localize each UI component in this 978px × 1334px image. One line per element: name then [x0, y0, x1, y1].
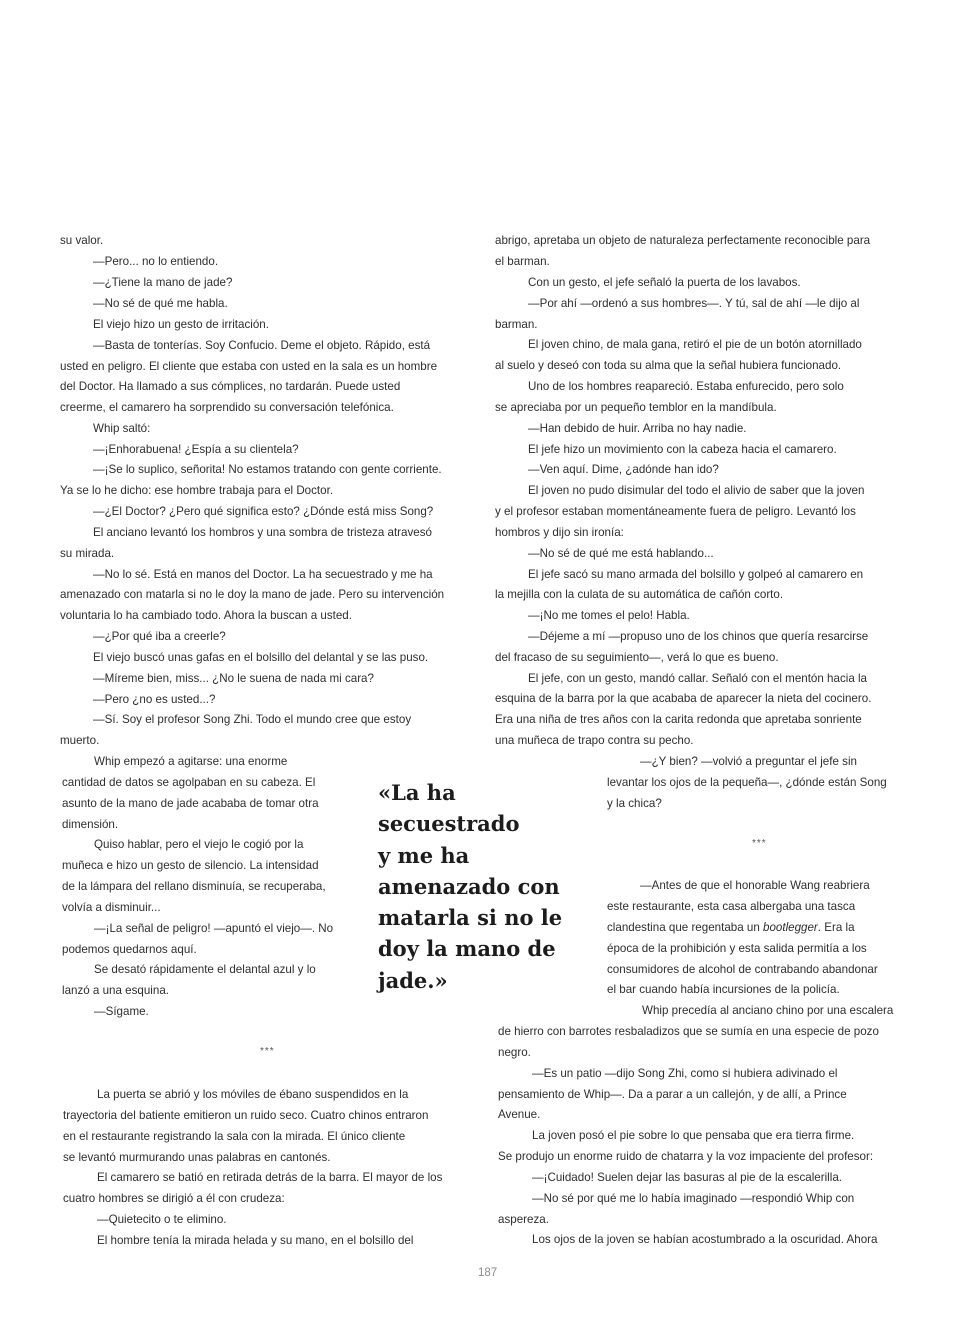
text-line: Quiso hablar, pero el viejo le cogió por la [94, 838, 304, 851]
text-line: hombros y dijo sin ironía: [495, 526, 624, 539]
text-line: Whip empezó a agitarse: una enorme [94, 755, 288, 768]
text-line: Whip precedía al anciano chino por una escalera [642, 1004, 894, 1017]
text-line: Era una niña de tres años con la carita redonda que apretaba sonriente [495, 713, 862, 726]
pull-quote-line: secuestrado [378, 811, 520, 837]
text-line: levantar los ojos de la pequeña—, ¿dónde están Song [607, 776, 887, 789]
text-line: amenazado con matarla si no le doy la mano de jade. Pero su intervención [60, 588, 445, 601]
text-line: se levantó murmurando unas palabras en cantonés. [63, 1151, 331, 1164]
text-line: barman. [495, 318, 538, 331]
text-line: Se desató rápidamente el delantal azul y lo [94, 963, 316, 976]
text-line: El anciano levantó los hombros y una sombra de tristeza atravesó [93, 526, 432, 539]
text-line: asunto de la mano de jade acababa de tomar otra [62, 797, 319, 810]
text-line: de hierro con barrotes resbaladizos que se sumía en una especie de pozo [498, 1025, 879, 1038]
text-line: creerme, el camarero ha sorprendido su conversación telefónica. [60, 401, 394, 414]
text-line: —Sí. Soy el profesor Song Zhi. Todo el mundo cree que estoy [93, 713, 412, 726]
text-line: su valor. [60, 234, 104, 247]
text-line: —No sé por qué me lo había imaginado —respondió Whip con [532, 1192, 855, 1205]
text-line: pensamiento de Whip—. Da a parar a un callejón, y de allí, a Prince [498, 1088, 847, 1101]
text-line: volvía a disminuir... [62, 901, 161, 914]
text-line: —No sé de qué me está hablando... [528, 547, 714, 560]
text-line: —¿Y bien? —volvió a preguntar el jefe sin [640, 755, 857, 768]
text-line: Se produjo un enorme ruido de chatarra y la voz impaciente del profesor: [498, 1150, 874, 1163]
text-line: —¡Cuidado! Suelen dejar las basuras al pie de la escalerilla. [532, 1171, 842, 1184]
text-line: Avenue. [498, 1108, 541, 1121]
section-separator: *** [752, 838, 767, 849]
text-line: —¿El Doctor? ¿Pero qué significa esto? ¿Dónde está miss Song? [93, 505, 434, 518]
text-line: abrigo, apretaba un objeto de naturaleza perfectamente reconocible para [495, 234, 871, 247]
text-line: —¡No me tomes el pelo! Habla. [528, 609, 690, 622]
text-line: cantidad de datos se agolpaban en su cabeza. El [62, 776, 316, 789]
text-line: negro. [498, 1046, 531, 1059]
text-line: podemos quedarnos aquí. [62, 943, 197, 956]
text-line: —¡Se lo suplico, señorita! No estamos tratando con gente corriente. [93, 463, 442, 476]
pull-quote-line: amenazado con [378, 873, 560, 899]
text-line: dimensión. [62, 818, 119, 831]
text-line: una muñeca de trapo contra su pecho. [495, 734, 694, 747]
text-line: clandestina que regentaba un bootlegger. Era la [607, 921, 855, 934]
text-line: —¿Por qué iba a creerle? [93, 630, 226, 643]
page-number: 187 [478, 1267, 498, 1279]
text-line: —Es un patio —dijo Song Zhi, como si hubiera adivinado el [532, 1067, 838, 1080]
text-line: La joven posó el pie sobre lo que pensaba que era tierra firme. [532, 1129, 855, 1142]
pull-quote-line: matarla si no le [378, 905, 563, 931]
text-line: muñeca e hizo un gesto de silencio. La intensidad [62, 859, 319, 872]
text-line: —Déjeme a mí —propuso uno de los chinos que quería resarcirse [528, 630, 869, 643]
text-line: —Basta de tonterías. Soy Confucio. Deme el objeto. Rápido, está [93, 339, 431, 352]
text-line: se apreciaba por un pequeño temblor en la mandíbula. [495, 401, 777, 414]
text-line: —Sígame. [94, 1005, 149, 1018]
text-line: aspereza. [498, 1213, 549, 1226]
text-line: Con un gesto, el jefe señaló la puerta de los lavabos. [528, 276, 801, 289]
text-line: su mirada. [60, 547, 115, 560]
text-line: —No sé de qué me habla. [93, 297, 228, 310]
text-line: —¡La señal de peligro! —apuntó el viejo—. No [94, 922, 334, 935]
text-line: —Pero... no lo entiendo. [93, 255, 219, 268]
text-line: al suelo y deseó con toda su alma que la señal hubiera funcionado. [495, 359, 842, 372]
text-line: muerto. [60, 734, 100, 747]
text-line: —¿Tiene la mano de jade? [93, 276, 233, 289]
text-line: —Pero ¿no es usted...? [93, 693, 216, 706]
text-line: El jefe, con un gesto, mandó callar. Señaló con el mentón hacia la [528, 672, 868, 685]
text-line: El hombre tenía la mirada helada y su mano, en el bolsillo del [97, 1234, 414, 1247]
text-line: y la chica? [607, 797, 662, 810]
text-line: Los ojos de la joven se habían acostumbrado a la oscuridad. Ahora [532, 1233, 878, 1246]
text-line: —Quietecito o te elimino. [97, 1213, 227, 1226]
text-line: consumidores de alcohol de contrabando abandonar [607, 963, 878, 976]
text-line: época de la prohibición y esta salida permitía a los [607, 942, 867, 955]
text-line: en el restaurante registrando la sala con la mirada. El único cliente [63, 1130, 406, 1143]
text-line: —Han debido de huir. Arriba no hay nadie. [528, 422, 747, 435]
text-line: El joven no pudo disimular del todo el alivio de saber que la joven [528, 484, 865, 497]
text-line: del fracaso de su seguimiento—, verá lo que es bueno. [495, 651, 779, 664]
text-line: El jefe sacó su mano armada del bolsillo y golpeó al camarero en [528, 568, 864, 581]
pull-quote-line: y me ha [378, 842, 470, 868]
text-line: esquina de la barra por la que acababa de aparecer la nieta del cocinero. [495, 692, 872, 705]
text-line: usted en peligro. El cliente que estaba con usted en la sala es un hombre [60, 360, 438, 373]
pull-quote-line: «La ha [378, 780, 456, 805]
text-line: voluntaria lo ha cambiado todo. Ahora la buscan a usted. [60, 609, 352, 622]
text-line: —Míreme bien, miss... ¿No le suena de nada mi cara? [93, 672, 374, 685]
text-line: El joven chino, de mala gana, retiró el pie de un botón atornillado [528, 338, 862, 351]
pull-quote-line: doy la mano de [378, 936, 556, 962]
text-line: lanzó a una esquina. [62, 984, 170, 997]
pull-quote [378, 777, 608, 996]
text-line: —Ven aquí. Dime, ¿adónde han ido? [528, 463, 719, 476]
text-line: —Antes de que el honorable Wang reabriera [640, 879, 870, 892]
text-line: y el profesor estaban momentáneamente fuera de peligro. Levantó los [495, 505, 856, 518]
pull-quote-line: jade.» [378, 967, 448, 993]
text-line: Whip saltó: [93, 422, 151, 435]
text-line: —Por ahí —ordenó a sus hombres—. Y tú, sal de ahí —le dijo al [528, 297, 860, 310]
text-line: trayectoria del batiente emitieron un ruido seco. Cuatro chinos entraron [63, 1109, 429, 1122]
text-line: El jefe hizo un movimiento con la cabeza hacia el camarero. [528, 443, 837, 456]
text-line: del Doctor. Ha llamado a sus cómplices, no tardarán. Puede usted [60, 380, 401, 393]
text-line: de la lámpara del rellano disminuía, se recuperaba, [62, 880, 326, 893]
text-line: este restaurante, esta casa albergaba una tasca [607, 900, 856, 913]
text-line: Ya se lo he dicho: ese hombre trabaja para el Doctor. [60, 484, 334, 497]
text-line: El camarero se batió en retirada detrás de la barra. El mayor de los [97, 1171, 443, 1184]
text-line: El viejo buscó unas gafas en el bolsillo del delantal y se las puso. [93, 651, 429, 664]
text-line: la mejilla con la culata de su automática de cañón corto. [495, 588, 784, 601]
text-line: cuatro hombres se dirigió a él con crudeza: [63, 1192, 285, 1205]
text-line: La puerta se abrió y los móviles de ébano suspendidos en la [97, 1088, 409, 1101]
text-line: el bar cuando había incursiones de la policía. [607, 983, 840, 996]
text-line: —¡Enhorabuena! ¿Espía a su clientela? [93, 443, 299, 456]
text-line: —No lo sé. Está en manos del Doctor. La ha secuestrado y me ha [93, 568, 433, 581]
text-line: Uno de los hombres reapareció. Estaba enfurecido, pero solo [528, 380, 844, 393]
text-line: el barman. [495, 255, 550, 268]
text-line: El viejo hizo un gesto de irritación. [93, 318, 269, 331]
italic-word: bootlegger [763, 921, 818, 934]
section-separator: *** [260, 1046, 275, 1057]
